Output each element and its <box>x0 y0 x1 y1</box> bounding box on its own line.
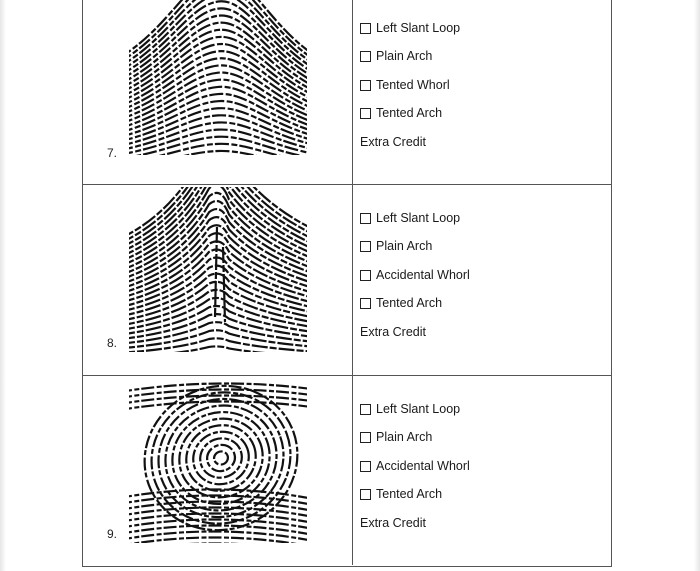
option-label: Plain Arch <box>376 49 433 63</box>
option-label: Accidental Whorl <box>376 459 470 473</box>
option-left-slant-loop[interactable] <box>360 19 460 37</box>
column-divider <box>352 0 353 184</box>
page-shadow-left <box>0 0 6 571</box>
row-number: 8. <box>107 336 118 350</box>
option-label: Left Slant Loop <box>376 21 461 35</box>
checkbox-icon[interactable] <box>360 80 371 91</box>
option-tented-arch[interactable] <box>360 485 442 503</box>
classification-options <box>360 376 600 565</box>
option-label: Tented Whorl <box>376 78 450 92</box>
option-plain-arch[interactable] <box>360 428 432 446</box>
option-left-slant-loop[interactable] <box>360 209 460 227</box>
checkbox-icon[interactable] <box>360 489 371 500</box>
option-tented-whorl[interactable] <box>360 76 450 94</box>
option-label: Plain Arch <box>376 239 433 253</box>
option-label: Plain Arch <box>376 430 433 444</box>
checkbox-icon[interactable] <box>360 241 371 252</box>
fingerprint-arch-icon <box>129 0 307 155</box>
table-row-8 <box>83 185 611 376</box>
column-divider <box>352 185 353 375</box>
checkbox-icon[interactable] <box>360 461 371 472</box>
checkbox-icon[interactable] <box>360 270 371 281</box>
option-label: Left Slant Loop <box>376 211 461 225</box>
fingerprint-whorl-icon <box>129 378 307 543</box>
checkbox-icon[interactable] <box>360 432 371 443</box>
checkbox-icon[interactable] <box>360 51 371 62</box>
fingerprint-worksheet-table <box>82 0 612 567</box>
option-plain-arch[interactable] <box>360 237 432 255</box>
extra-credit-label: Extra Credit <box>360 325 426 339</box>
row-number: 9. <box>107 527 118 541</box>
checkbox-icon[interactable] <box>360 23 371 34</box>
column-divider <box>352 376 353 565</box>
option-left-slant-loop[interactable] <box>360 400 460 418</box>
option-accidental-whorl[interactable] <box>360 266 470 284</box>
checkbox-icon[interactable] <box>360 404 371 415</box>
option-label: Tented Arch <box>376 296 443 310</box>
option-label: Tented Arch <box>376 487 443 501</box>
option-plain-arch[interactable] <box>360 47 432 65</box>
option-label: Tented Arch <box>376 106 443 120</box>
extra-credit-label: Extra Credit <box>360 516 426 530</box>
classification-options <box>360 0 600 184</box>
table-row-7 <box>83 0 611 185</box>
option-tented-arch[interactable] <box>360 294 442 312</box>
row-number: 7. <box>107 146 118 160</box>
checkbox-icon[interactable] <box>360 213 371 224</box>
fingerprint-tented-arch-icon <box>129 187 307 352</box>
classification-options <box>360 185 600 375</box>
option-label: Left Slant Loop <box>376 402 461 416</box>
option-accidental-whorl[interactable] <box>360 457 470 475</box>
extra-credit-label: Extra Credit <box>360 135 426 149</box>
option-label: Accidental Whorl <box>376 268 470 282</box>
checkbox-icon[interactable] <box>360 108 371 119</box>
option-tented-arch[interactable] <box>360 104 442 122</box>
table-row-9 <box>83 376 611 565</box>
page-shadow-right <box>694 0 700 571</box>
checkbox-icon[interactable] <box>360 298 371 309</box>
